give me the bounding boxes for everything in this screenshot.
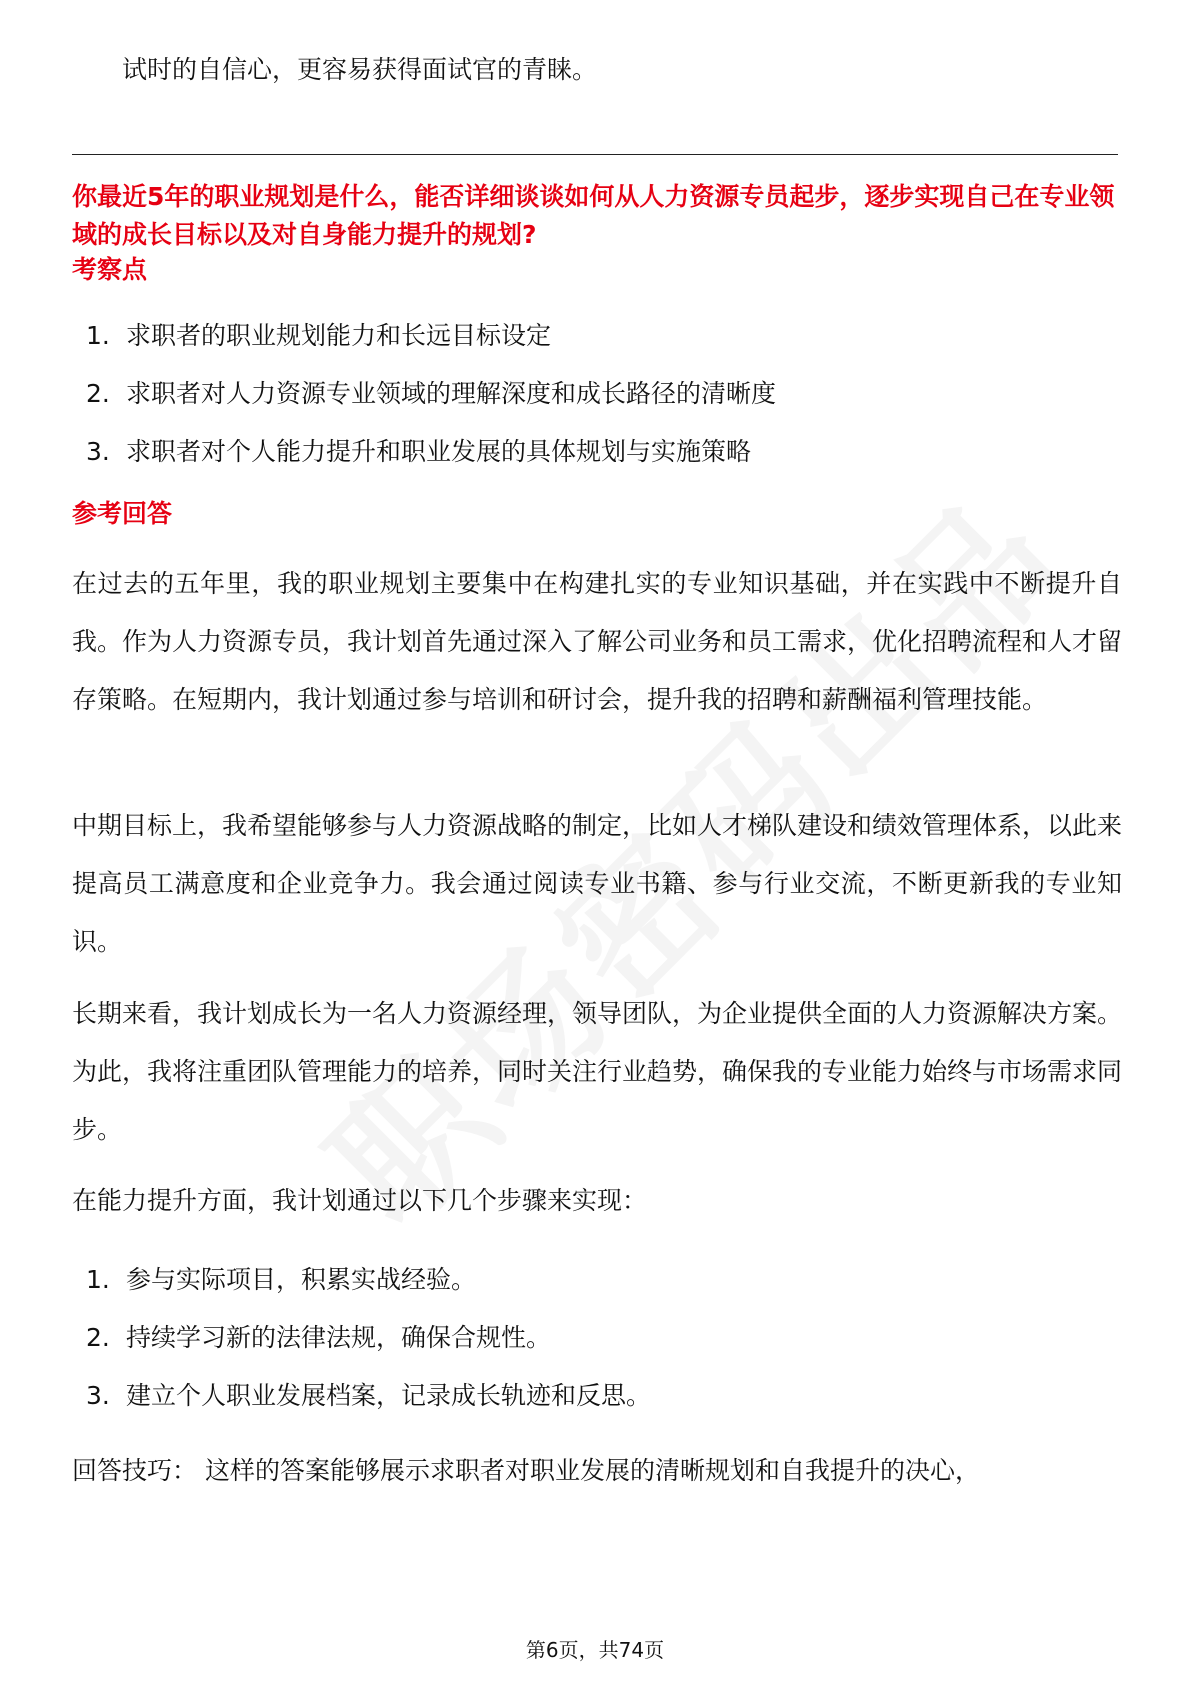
answer-paragraph: 中期目标上，我希望能够参与人力资源战略的制定，比如人才梯队建设和绩效管理体系，以此来提高员工满意度和企业竞争力。我会通过阅读专业书籍、参与行业交流，不断更新我的专业知识。 xyxy=(72,811,1123,956)
focus-points-list xyxy=(72,307,1118,481)
list-number: 1. xyxy=(86,321,110,350)
list-number: 2. xyxy=(86,1323,110,1352)
focus-points-title: 考察点 xyxy=(72,255,148,284)
list-item-text: 建立个人职业发展档案，记录成长轨迹和反思。 xyxy=(126,1381,652,1410)
interview-question: 你最近5年的职业规划是什么，能否详细谈谈如何从人力资源专员起步，逐步实现自己在专业领域的成长目标以及对自身能力提升的规划? xyxy=(72,182,1115,249)
list-number: 2. xyxy=(86,379,110,408)
list-item xyxy=(72,307,1118,365)
answer-paragraph: 长期来看，我计划成长为一名人力资源经理，领导团队，为企业提供全面的人力资源解决方案。为此，我将注重团队管理能力的培养，同时关注行业趋势，确保我的专业能力始终与市场需求同步。 xyxy=(72,999,1123,1144)
page-number-footer: 第6页，共74页 xyxy=(525,1638,665,1662)
list-item xyxy=(72,1309,1118,1367)
list-item xyxy=(72,1251,1118,1309)
list-item xyxy=(72,423,1118,481)
improvement-steps-list xyxy=(72,1251,1118,1425)
continuation-text: 试时的自信心，更容易获得面试官的青睐。 xyxy=(122,55,598,84)
list-item-text: 求职者的职业规划能力和长远目标设定 xyxy=(126,321,552,350)
list-item-text: 求职者对人力资源专业领域的理解深度和成长路径的清晰度 xyxy=(126,379,777,408)
list-item xyxy=(72,365,1118,423)
list-number: 3. xyxy=(86,437,110,466)
section-divider xyxy=(72,154,1118,155)
list-item xyxy=(72,1367,1118,1425)
list-item-text: 持续学习新的法律法规，确保合规性。 xyxy=(126,1323,552,1352)
list-item-text: 求职者对个人能力提升和职业发展的具体规划与实施策略 xyxy=(126,437,752,466)
reference-answer-title: 参考回答 xyxy=(72,499,173,528)
list-number: 3. xyxy=(86,1381,110,1410)
answer-paragraph: 在能力提升方面，我计划通过以下几个步骤来实现： xyxy=(72,1186,648,1215)
list-number: 1. xyxy=(86,1265,110,1294)
answer-tip: 回答技巧： 这样的答案能够展示求职者对职业发展的清晰规划和自我提升的决心， xyxy=(72,1456,980,1485)
list-item-text: 参与实际项目，积累实战经验。 xyxy=(126,1265,477,1294)
answer-paragraph: 在过去的五年里，我的职业规划主要集中在构建扎实的专业知识基础，并在实践中不断提升自我。作为人力资源专员，我计划首先通过深入了解公司业务和员工需求，优化招聘流程和人才留存策略。在短期内，我计划通过参与培训和研讨会，提升我的招聘和薪酬福利管理技能。 xyxy=(72,569,1123,714)
